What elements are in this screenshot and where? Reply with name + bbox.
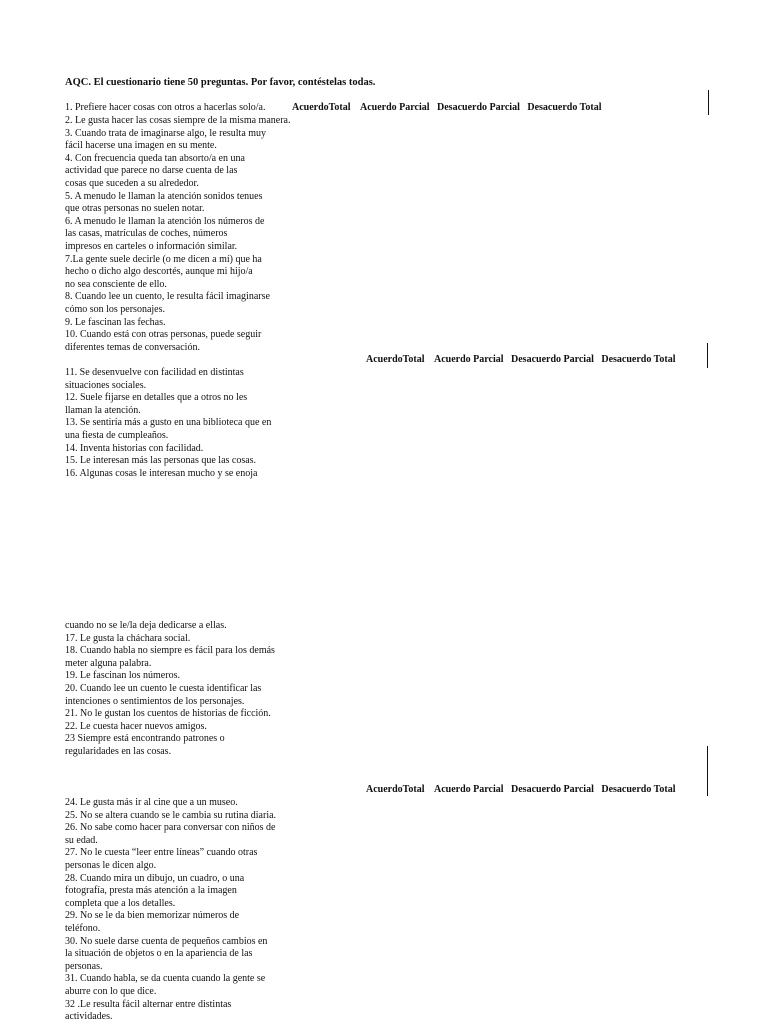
- header-acuerdo-parcial: Acuerdo Parcial: [359, 102, 430, 113]
- question-line: meter alguna palabra.: [65, 657, 152, 669]
- question-line: 13. Se sentiría más a gusto en una biblioteca que en: [65, 417, 272, 429]
- question-line: 31. Cuando habla, se da cuenta cuando la gente se: [65, 973, 266, 985]
- question-line: 32 .Le resulta fácil alternar entre distintas: [65, 998, 232, 1010]
- question-line: 6. A menudo le llaman la atención los números de: [65, 215, 265, 227]
- question-line: 10. Cuando está con otras personas, puede seguir: [65, 329, 262, 341]
- question-line: 24. Le gusta más ir al cine que a un museo.: [65, 797, 238, 808]
- header-desacuerdo-parcial: Desacuerdo Parcial: [437, 102, 520, 113]
- question-line: hecho o dicho algo descortés, aunque mi hijo/a: [65, 266, 253, 278]
- question-line: 26. No sabe como hacer para conversar con niños de: [65, 822, 276, 834]
- question-line: diferentes temas de conversación.: [65, 341, 200, 353]
- question-block-2: [65, 367, 325, 480]
- question-line: 21. No le gustan los cuentos de historias de ficción.: [65, 708, 271, 720]
- question-line: fotografía, presta más atención a la imagen: [65, 885, 237, 897]
- question-line: cuando no se le/la deja dedicarse a ellas.: [65, 620, 227, 631]
- header-desacuerdo-parcial: Desacuerdo Parcial: [511, 784, 594, 795]
- question-line: 27. No le cuesta “leer entre líneas” cuando otras: [65, 847, 258, 859]
- answer-box-edge-1: [708, 90, 709, 115]
- header-acuerdo-total: AcuerdoTotal: [366, 354, 425, 365]
- question-line: 4. Con frecuencia queda tan absorto/a en una: [65, 152, 245, 164]
- question-line: 16. Algunas cosas le interesan mucho y se enoja: [65, 467, 258, 479]
- question-line: personas.: [65, 960, 103, 972]
- question-line: 28. Cuando mira un dibujo, un cuadro, o una: [65, 872, 245, 884]
- question-line: 14. Inventa historias con facilidad.: [65, 442, 204, 454]
- answer-box-edge-3: [707, 746, 708, 796]
- question-line: fácil hacerse una imagen en su mente.: [65, 140, 217, 152]
- header-desacuerdo-total: Desacuerdo Total: [527, 102, 602, 113]
- question-1: 1. Prefiere hacer cosas con otros a hacerlas solo/a.: [65, 102, 266, 113]
- question-line: 18. Cuando habla no siempre es fácil para los demás: [65, 645, 275, 657]
- question-line: 17. Le gusta la cháchara social.: [65, 632, 191, 644]
- question-line: regularidades en las cosas.: [65, 745, 172, 757]
- header-acuerdo-parcial: Acuerdo Parcial: [433, 354, 504, 365]
- question-line: las casas, matrículas de coches, números: [65, 228, 228, 240]
- question-line: 12. Suele fijarse en detalles que a otros no les: [65, 392, 248, 404]
- answer-header-2: [366, 354, 676, 367]
- question-line: 7.La gente suele decirle (o me dicen a mí) que ha: [65, 253, 262, 265]
- question-line: impresos en carteles o información similar.: [65, 240, 238, 252]
- question-line: su edad.: [65, 834, 98, 846]
- answer-header-3: [366, 784, 676, 797]
- header-acuerdo-parcial: Acuerdo Parcial: [433, 784, 504, 795]
- question-line: llaman la atención.: [65, 404, 141, 416]
- question-line: 15. Le interesan más las personas que las cosas.: [65, 455, 257, 467]
- question-block-4: [65, 797, 325, 1024]
- question-line: la situación de objetos o en la apariencia de las: [65, 948, 253, 960]
- question-line: 5. A menudo le llaman la atención sonidos tenues: [65, 190, 263, 202]
- question-line: 20. Cuando lee un cuento le cuesta identificar las: [65, 682, 262, 694]
- header-desacuerdo-total: Desacuerdo Total: [601, 784, 676, 795]
- question-line: 19. Le fascinan los números.: [65, 670, 180, 682]
- question-line: actividades.: [65, 1011, 113, 1023]
- page-title: AQC. El cuestionario tiene 50 preguntas. Por favor, contéstelas todas.: [65, 77, 376, 88]
- question-line: aburre con lo que dice.: [65, 985, 157, 997]
- header-acuerdo-total: AcuerdoTotal: [366, 784, 425, 795]
- header-acuerdo-total: AcuerdoTotal: [292, 102, 351, 113]
- question-line: cosas que suceden a su alrededor.: [65, 177, 199, 189]
- question-line: 3. Cuando trata de imaginarse algo, le resulta muy: [65, 127, 267, 139]
- question-line: que otras personas no suelen notar.: [65, 203, 205, 215]
- question-line: personas le dicen algo.: [65, 859, 157, 871]
- question-line: 11. Se desenvuelve con facilidad en distintas: [65, 367, 244, 378]
- question-line: una fiesta de cumpleaños.: [65, 429, 169, 441]
- answer-header-1: [292, 102, 602, 115]
- question-line: 30. No suele darse cuenta de pequeños cambios en: [65, 935, 268, 947]
- question-line: 23 Siempre está encontrando patrones o: [65, 733, 225, 745]
- header-desacuerdo-parcial: Desacuerdo Parcial: [511, 354, 594, 365]
- header-desacuerdo-total: Desacuerdo Total: [601, 354, 676, 365]
- question-line: no sea consciente de ello.: [65, 278, 167, 290]
- question-line: 22. Le cuesta hacer nuevos amigos.: [65, 720, 207, 732]
- question-line: cómo son los personajes.: [65, 303, 165, 315]
- answer-box-edge-2: [707, 343, 708, 368]
- question-block-1: [65, 115, 325, 354]
- question-block-3: [65, 620, 325, 759]
- question-line: completa que a los detalles.: [65, 897, 176, 909]
- question-line: 9. Le fascinan las fechas.: [65, 316, 166, 328]
- question-line: intenciones o sentimientos de los personajes.: [65, 695, 245, 707]
- question-line: situaciones sociales.: [65, 379, 147, 391]
- question-line: 25. No se altera cuando se le cambia su rutina diaria.: [65, 809, 277, 821]
- question-line: teléfono.: [65, 922, 101, 934]
- question-line: 2. Le gusta hacer las cosas siempre de la misma manera.: [65, 115, 291, 126]
- question-line: actividad que parece no darse cuenta de las: [65, 165, 238, 177]
- question-line: 8. Cuando lee un cuento, le resulta fácil imaginarse: [65, 291, 270, 303]
- question-line: 29. No se le da bien memorizar números de: [65, 910, 240, 922]
